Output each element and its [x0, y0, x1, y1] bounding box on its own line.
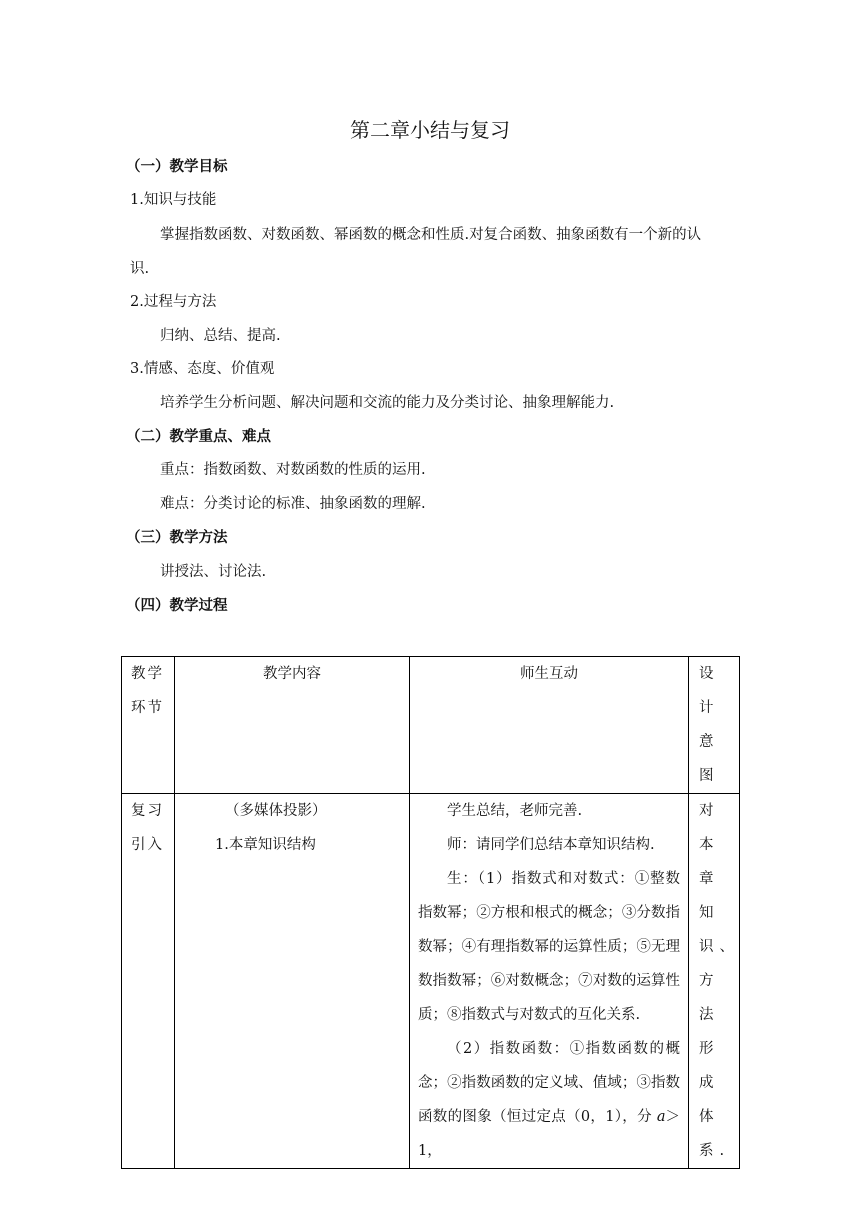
row-stage: 复习引入 — [122, 794, 175, 1169]
page-title: 第二章小结与复习 — [350, 118, 510, 142]
row-content — [175, 794, 410, 1169]
interaction-paragraph-3: 生：（1）指数式和对数式：①整数指数幂；②方根和根式的概念；③分数指数幂；④有理指数幂的运算性质；⑤无理数指数幂；⑥对数概念；⑦对数的运算性质；⑧指数式与对数式的互化关系. — [418, 871, 680, 1023]
objective-1-text: 掌握指数函数、对数函数、幂函数的概念和性质.对复合函数、抽象函数有一个新的认 — [160, 227, 702, 243]
table-header-row — [122, 657, 740, 794]
objective-2-title: 2.过程与方法 — [130, 294, 217, 310]
section-heading-process: （四）教学过程 — [126, 598, 228, 614]
teaching-process-table — [121, 656, 740, 1169]
table-row — [122, 794, 740, 1169]
difficult-point: 难点：分类讨论的标准、抽象函数的理解. — [160, 496, 426, 512]
content-line-2: 1.本章知识结构 — [215, 837, 316, 853]
header-design: 设计意图 — [689, 657, 740, 794]
interaction-paragraph-2: 师：请同学们总结本章知识结构. — [447, 837, 655, 853]
objective-3-text: 培养学生分析问题、解决问题和交流的能力及分类讨论、抽象理解能力. — [160, 395, 615, 411]
row-interaction — [410, 794, 689, 1169]
section-heading-objectives: （一）教学目标 — [126, 159, 228, 175]
objective-1-title: 1.知识与技能 — [130, 192, 217, 208]
row-design: 对本章知识、方法形成体系. — [689, 794, 740, 1169]
header-interaction: 师生互动 — [410, 657, 689, 794]
section-heading-methods: （三）教学方法 — [126, 530, 228, 546]
methods-text: 讲授法、讨论法. — [160, 564, 267, 580]
header-content: 教学内容 — [175, 657, 410, 794]
header-stage: 教学环节 — [122, 657, 175, 794]
objective-3-title: 3.情感、态度、价值观 — [130, 361, 275, 377]
content-line-1: （多媒体投影） — [225, 803, 327, 819]
objective-1-text-cont: 识. — [130, 261, 150, 277]
objective-2-text: 归纳、总结、提高. — [160, 328, 281, 344]
key-point: 重点：指数函数、对数函数的性质的运用. — [160, 462, 426, 478]
interaction-paragraph-4: （2）指数函数：①指数函数的概念；②指数函数的定义域、值域；③指数函数的图象（恒过定点（0，1），分 a＞1， — [418, 1041, 680, 1159]
interaction-paragraph-1: 学生总结，老师完善. — [447, 803, 583, 819]
section-heading-key-points: （二）教学重点、难点 — [126, 429, 271, 445]
